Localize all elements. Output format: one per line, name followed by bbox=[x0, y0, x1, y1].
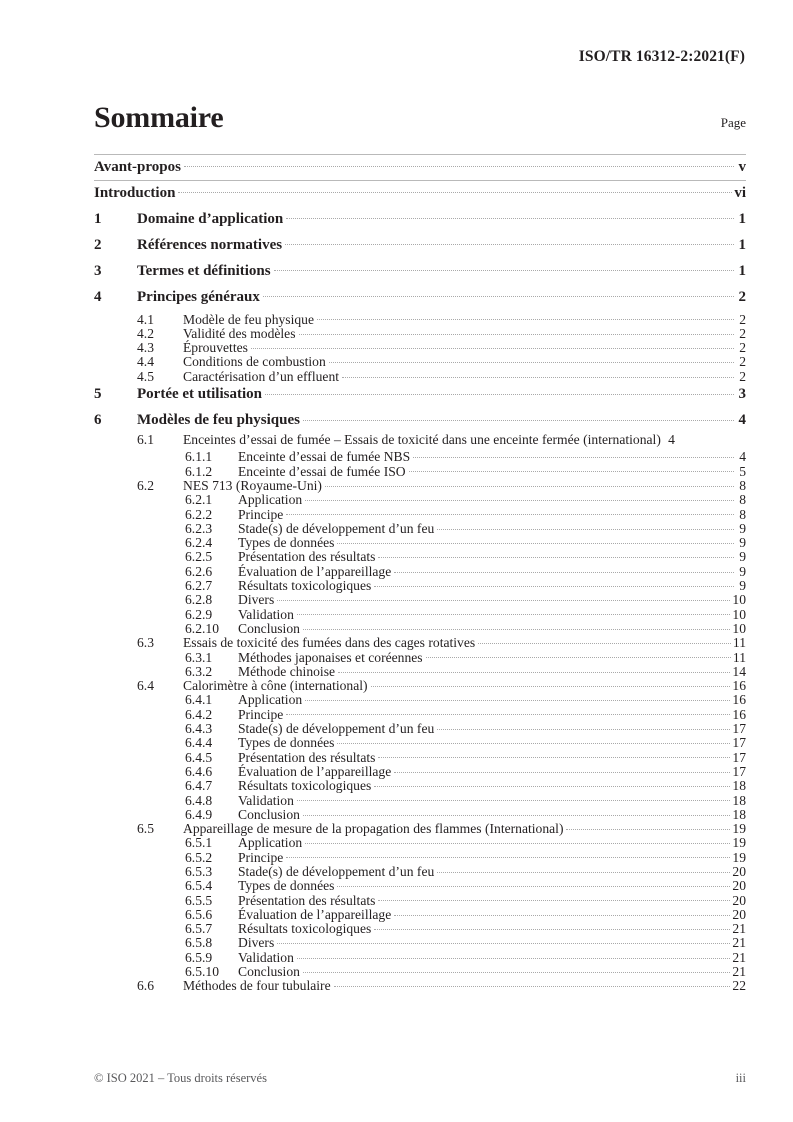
toc-entry-page-number: 2 bbox=[739, 325, 746, 341]
toc-entry[interactable] bbox=[94, 381, 746, 407]
toc-entry-number: 6.4.9 bbox=[185, 806, 213, 822]
toc-entry-number: 4.3 bbox=[137, 340, 154, 356]
toc-entry[interactable] bbox=[94, 433, 746, 447]
toc-dot-leader bbox=[303, 962, 730, 976]
toc-entry-number: 4 bbox=[94, 289, 102, 305]
toc-entry[interactable] bbox=[94, 576, 746, 594]
toc-entry-number: 6.5.3 bbox=[185, 863, 213, 879]
toc-entry-label: Validation bbox=[238, 949, 294, 965]
toc-entry-label: Validation bbox=[238, 606, 294, 622]
toc-entry-label: Conclusion bbox=[238, 620, 300, 636]
toc-entry-page-number: 17 bbox=[732, 749, 746, 765]
toc-dot-leader bbox=[317, 310, 734, 324]
toc-dot-leader bbox=[297, 791, 731, 805]
toc-entry-number: 6.5.6 bbox=[185, 906, 213, 922]
toc-dot-leader bbox=[305, 491, 734, 505]
toc-entry-number: 6.5.2 bbox=[185, 849, 213, 865]
toc-dot-leader bbox=[337, 877, 730, 891]
toc-entry-label: Avant-propos bbox=[94, 159, 181, 175]
toc-entry-page-number: 21 bbox=[732, 964, 746, 980]
toc-dot-leader bbox=[329, 353, 734, 367]
toc-dot-leader bbox=[251, 339, 734, 353]
toc-entry[interactable] bbox=[94, 877, 746, 894]
toc-entry-number: 6.2.9 bbox=[185, 606, 213, 622]
toc-entry-number: 6.2.3 bbox=[185, 520, 213, 536]
toc-entry[interactable] bbox=[94, 339, 746, 356]
toc-entry[interactable] bbox=[94, 719, 746, 737]
toc-dot-leader bbox=[286, 208, 734, 223]
toc-entry[interactable] bbox=[94, 662, 746, 679]
toc-entry-label: Conditions de combustion bbox=[183, 354, 326, 370]
toc-entry[interactable] bbox=[94, 353, 746, 370]
toc-entry-page-number: 5 bbox=[739, 463, 746, 479]
toc-entry-number: 4.1 bbox=[137, 311, 154, 327]
toc-entry-number: 4.2 bbox=[137, 325, 154, 341]
toc-entry-label: Portée et utilisation bbox=[137, 386, 262, 403]
toc-dot-leader bbox=[334, 977, 731, 991]
toc-entry-label: Types de données bbox=[238, 535, 335, 551]
table-of-contents bbox=[94, 154, 746, 994]
toc-entry-label: Calorimètre à cône (international) bbox=[183, 678, 368, 694]
toc-entry[interactable] bbox=[94, 891, 746, 908]
toc-entry-number: 4.5 bbox=[137, 368, 154, 384]
toc-dot-leader bbox=[409, 462, 734, 476]
toc-entry[interactable] bbox=[94, 834, 746, 851]
toc-entry-page-number: 11 bbox=[732, 635, 746, 651]
toc-entry[interactable] bbox=[94, 848, 746, 865]
toc-entry-number: 6.5 bbox=[137, 821, 154, 837]
toc-entry[interactable] bbox=[94, 562, 746, 579]
toc-dot-leader bbox=[374, 576, 734, 590]
toc-dot-leader bbox=[374, 777, 730, 791]
toc-entry-label: Méthodes de four tubulaire bbox=[183, 978, 331, 994]
toc-entry-page-number: 9 bbox=[739, 563, 746, 579]
toc-entry-number: 6.1 bbox=[137, 432, 154, 448]
toc-entry[interactable] bbox=[94, 284, 746, 310]
toc-dot-leader bbox=[374, 920, 730, 934]
toc-entry-number: 6.5.8 bbox=[185, 935, 213, 951]
toc-entry-number: 6.3.2 bbox=[185, 663, 213, 679]
toc-entry-number: 6.5.4 bbox=[185, 878, 213, 894]
toc-dot-leader bbox=[394, 562, 734, 576]
toc-dot-leader bbox=[299, 324, 735, 338]
toc-dot-leader bbox=[437, 719, 730, 733]
toc-dot-leader bbox=[378, 891, 730, 905]
toc-dot-leader bbox=[286, 505, 734, 519]
toc-entry-number: 6.4.1 bbox=[185, 692, 213, 708]
toc-entry[interactable] bbox=[94, 605, 746, 622]
toc-dot-leader bbox=[297, 948, 731, 962]
toc-entry-page-number: 18 bbox=[732, 792, 746, 808]
toc-entry-page-number: 4 bbox=[739, 449, 746, 465]
toc-entry-number: 6.2.2 bbox=[185, 506, 213, 522]
toc-entry-page-number: 19 bbox=[732, 821, 746, 837]
toc-entry-number: 6.2 bbox=[137, 477, 154, 493]
toc-dot-leader bbox=[378, 748, 730, 762]
toc-dot-leader bbox=[394, 762, 730, 776]
page-footer bbox=[94, 1071, 746, 1086]
toc-entry-page-number: vi bbox=[734, 185, 746, 201]
toc-entry-page-number: 2 bbox=[739, 368, 746, 384]
toc-entry-number: 6.2.1 bbox=[185, 492, 213, 508]
toc-entry[interactable] bbox=[94, 154, 746, 180]
toc-dot-leader bbox=[277, 934, 730, 948]
toc-dot-leader bbox=[437, 862, 730, 876]
toc-entry-label: Résultats toxicologiques bbox=[238, 921, 372, 937]
toc-entry-number: 6.4 bbox=[137, 678, 154, 694]
toc-entry[interactable] bbox=[94, 448, 746, 465]
toc-entry-number: 6.4.7 bbox=[185, 778, 213, 794]
toc-entry-page-number: 11 bbox=[732, 649, 746, 665]
toc-dot-leader bbox=[478, 634, 731, 648]
toc-dot-leader bbox=[277, 591, 730, 605]
toc-dot-leader bbox=[286, 848, 730, 862]
toc-entry-label: Types de données bbox=[238, 735, 335, 751]
toc-entry[interactable] bbox=[94, 407, 746, 433]
toc-entry-page-number: 21 bbox=[732, 949, 746, 965]
toc-entry[interactable] bbox=[94, 777, 746, 794]
toc-entry[interactable] bbox=[94, 258, 746, 284]
toc-entry-number: 6.3 bbox=[137, 635, 154, 651]
toc-entry-label: Principe bbox=[238, 506, 284, 522]
toc-dot-leader bbox=[325, 476, 734, 490]
toc-entry[interactable] bbox=[94, 367, 746, 384]
toc-dot-leader bbox=[413, 448, 734, 462]
toc-entry-number: 3 bbox=[94, 263, 102, 279]
toc-entry-page-number: 2 bbox=[739, 311, 746, 327]
toc-entry-page-number: 18 bbox=[732, 806, 746, 822]
toc-entry[interactable] bbox=[94, 977, 746, 994]
toc-dot-leader bbox=[305, 834, 730, 848]
toc-entry-number: 6.4.4 bbox=[185, 735, 213, 751]
toc-entry-number: 6.4.2 bbox=[185, 706, 213, 722]
toc-entry-page-number: 17 bbox=[732, 763, 746, 779]
toc-entry-page-number: 8 bbox=[739, 477, 746, 493]
toc-entry[interactable] bbox=[94, 691, 746, 708]
toc-entry-number: 6.4.6 bbox=[185, 763, 213, 779]
toc-entry-page-number: 20 bbox=[732, 906, 746, 922]
toc-entry-label: Enceintes d’essai de fumée – Essais de toxicité dans une enceinte fermée (international) bbox=[183, 432, 661, 448]
toc-dot-leader bbox=[303, 805, 730, 819]
toc-entry-label: Divers bbox=[238, 592, 275, 608]
toc-entry[interactable] bbox=[94, 206, 746, 232]
toc-entry[interactable] bbox=[94, 962, 746, 980]
toc-entry-label: Éprouvettes bbox=[183, 340, 248, 356]
toc-dot-leader bbox=[305, 691, 730, 705]
toc-entry-page-number: 16 bbox=[732, 678, 746, 694]
toc-dot-leader bbox=[342, 367, 734, 381]
toc-entry-label: Principe bbox=[238, 706, 284, 722]
toc-entry-number: 6.2.7 bbox=[185, 578, 213, 594]
toc-entry-number: 6.4.5 bbox=[185, 749, 213, 765]
toc-dot-leader bbox=[371, 677, 731, 691]
toc-entry-page-number: 1 bbox=[738, 237, 746, 253]
toc-dot-leader bbox=[297, 605, 731, 619]
toc-entry-page-number: 2 bbox=[739, 340, 746, 356]
toc-entry[interactable] bbox=[94, 634, 746, 651]
toc-entry-label: Conclusion bbox=[238, 806, 300, 822]
toc-entry-label: Évaluation de l’appareillage bbox=[238, 563, 392, 579]
toc-entry[interactable] bbox=[94, 948, 746, 965]
toc-entry-label: Caractérisation d’un effluent bbox=[183, 368, 340, 384]
toc-dot-leader bbox=[265, 383, 734, 398]
toc-entry[interactable] bbox=[94, 748, 746, 765]
toc-entry-label: Enceinte d’essai de fumée NBS bbox=[238, 449, 411, 465]
toc-dot-leader bbox=[285, 234, 734, 249]
toc-entry-label: Références normatives bbox=[137, 237, 283, 253]
toc-entry-page-number: 21 bbox=[732, 935, 746, 951]
toc-entry-label: Méthode chinoise bbox=[238, 663, 336, 679]
toc-entry[interactable] bbox=[94, 934, 746, 951]
toc-entry-page-number: 19 bbox=[732, 849, 746, 865]
toc-entry-label: Conclusion bbox=[238, 964, 300, 980]
toc-entry-label: Termes et définitions bbox=[137, 263, 271, 279]
toc-entry-label: Principes généraux bbox=[137, 289, 260, 305]
toc-dot-leader bbox=[178, 182, 732, 197]
toc-entry-label: Domaine d’application bbox=[137, 211, 284, 227]
toc-entry-page-number: 9 bbox=[739, 549, 746, 565]
toc-entry-number: 6.5.10 bbox=[185, 964, 219, 980]
toc-dot-leader bbox=[184, 156, 734, 171]
toc-entry-page-number: 10 bbox=[732, 620, 746, 636]
toc-entry-label: Stade(s) de développement d’un feu bbox=[238, 520, 435, 536]
toc-dot-leader bbox=[338, 662, 730, 676]
toc-entry-label: Principe bbox=[238, 849, 284, 865]
toc-entry-page-number: v bbox=[738, 159, 746, 175]
toc-entry-number: 6.4.8 bbox=[185, 792, 213, 808]
toc-entry-label: Méthodes japonaises et coréennes bbox=[238, 649, 423, 665]
toc-entry-page-number: 22 bbox=[732, 978, 746, 994]
toc-entry-number: 4.4 bbox=[137, 354, 154, 370]
toc-entry-label: Application bbox=[238, 835, 303, 851]
page-column-header: Page bbox=[720, 115, 746, 130]
toc-entry[interactable] bbox=[94, 805, 746, 822]
toc-entry-page-number: 16 bbox=[732, 706, 746, 722]
toc-entry-page-number: 18 bbox=[732, 778, 746, 794]
toc-dot-leader bbox=[566, 820, 730, 834]
toc-entry-page-number: 21 bbox=[732, 921, 746, 937]
toc-entry-label: Stade(s) de développement d’un feu bbox=[238, 721, 435, 737]
toc-entry-number: 6.5.1 bbox=[185, 835, 213, 851]
toc-entry[interactable] bbox=[94, 232, 746, 258]
toc-entry-label: Modèles de feu physiques bbox=[137, 412, 300, 429]
toc-dot-leader bbox=[274, 260, 734, 275]
toc-entry[interactable] bbox=[94, 734, 746, 751]
toc-dot-leader bbox=[426, 648, 731, 662]
toc-dot-leader bbox=[303, 409, 734, 424]
toc-dot-leader bbox=[303, 619, 730, 633]
toc-entry-page-number: 14 bbox=[732, 663, 746, 679]
toc-entry-number: 6.3.1 bbox=[185, 649, 213, 665]
toc-entry[interactable] bbox=[94, 820, 746, 837]
toc-entry-page-number: 4 bbox=[738, 412, 746, 429]
toc-entry-label: Évaluation de l’appareillage bbox=[238, 906, 392, 922]
toc-entry-label: Introduction bbox=[94, 185, 176, 201]
toc-entry-page-number: 20 bbox=[732, 863, 746, 879]
toc-entry[interactable] bbox=[94, 310, 746, 327]
toc-entry-page-number: 9 bbox=[739, 520, 746, 536]
toc-entry-label: Présentation des résultats bbox=[238, 549, 376, 565]
toc-entry-page-number: 17 bbox=[732, 735, 746, 751]
toc-entry-page-number: 17 bbox=[732, 721, 746, 737]
toc-entry-page-number: 1 bbox=[738, 263, 746, 279]
toc-entry-page-number: 8 bbox=[739, 506, 746, 522]
toc-entry-label: Application bbox=[238, 492, 303, 508]
toc-entry-number: 6.2.4 bbox=[185, 535, 213, 551]
toc-entry[interactable] bbox=[94, 462, 746, 479]
contents-title-row bbox=[94, 103, 746, 133]
document-reference-header: ISO/TR 16312-2:2021(F) bbox=[578, 48, 745, 65]
toc-entry-number: 6.5.5 bbox=[185, 892, 213, 908]
toc-entry-number: 6.2.6 bbox=[185, 563, 213, 579]
toc-dot-leader bbox=[263, 286, 734, 301]
toc-dot-leader bbox=[437, 519, 734, 533]
toc-entry[interactable] bbox=[94, 491, 746, 508]
toc-entry-label: Types de données bbox=[238, 878, 335, 894]
toc-entry[interactable] bbox=[94, 905, 746, 922]
toc-entry-label: Modèle de feu physique bbox=[183, 311, 314, 327]
toc-entry-number: 6.5.7 bbox=[185, 921, 213, 937]
toc-entry-number: 6 bbox=[94, 412, 102, 429]
page-folio: iii bbox=[735, 1071, 746, 1085]
toc-entry-label: Résultats toxicologiques bbox=[238, 578, 372, 594]
toc-entry[interactable] bbox=[94, 534, 746, 551]
toc-entry[interactable] bbox=[94, 505, 746, 522]
toc-entry-page-number: 2 bbox=[738, 289, 746, 305]
toc-entry-page-number: 8 bbox=[739, 492, 746, 508]
toc-entry-label: Validation bbox=[238, 792, 294, 808]
toc-entry-number: 6.5.9 bbox=[185, 949, 213, 965]
toc-entry-page-number: 19 bbox=[732, 835, 746, 851]
toc-dot-leader bbox=[337, 734, 730, 748]
toc-entry-label: NES 713 (Royaume-Uni) bbox=[183, 477, 322, 493]
toc-entry-page-number: 10 bbox=[732, 592, 746, 608]
page-title: Sommaire bbox=[94, 101, 224, 134]
toc-entry-label: Appareillage de mesure de la propagation des flammes (International) bbox=[183, 821, 564, 837]
toc-entry[interactable] bbox=[94, 762, 746, 779]
toc-entry[interactable] bbox=[94, 519, 746, 536]
toc-entry-label: Validité des modèles bbox=[183, 325, 296, 341]
toc-entry[interactable] bbox=[94, 619, 746, 636]
toc-entry-label: Présentation des résultats bbox=[238, 749, 376, 765]
toc-entry-page-number: 20 bbox=[732, 892, 746, 908]
toc-entry-page-number: 1 bbox=[738, 211, 746, 227]
toc-entry[interactable] bbox=[94, 324, 746, 341]
toc-entry-number: 1 bbox=[94, 211, 102, 227]
toc-entry[interactable] bbox=[94, 548, 746, 565]
toc-dot-leader bbox=[394, 905, 730, 919]
toc-entry[interactable] bbox=[94, 791, 746, 808]
toc-entry-label: Enceinte d’essai de fumée ISO bbox=[238, 463, 406, 479]
toc-entry[interactable] bbox=[94, 476, 746, 493]
toc-entry-number: 5 bbox=[94, 386, 102, 403]
toc-entry-page-number: 20 bbox=[732, 878, 746, 894]
toc-entry-number: 6.4.3 bbox=[185, 721, 213, 737]
toc-entry-number: 6.6 bbox=[137, 978, 154, 994]
toc-entry[interactable] bbox=[94, 862, 746, 879]
toc-entry-page-number: 3 bbox=[738, 386, 746, 403]
toc-entry[interactable] bbox=[94, 920, 746, 937]
toc-entry-label: Essais de toxicité des fumées dans des cages rotatives bbox=[183, 635, 476, 651]
toc-entry-page-number: 16 bbox=[732, 692, 746, 708]
toc-entry-number: 6.2.8 bbox=[185, 592, 213, 608]
toc-entry-number: 6.2.5 bbox=[185, 549, 213, 565]
toc-entry-number: 6.1.2 bbox=[185, 463, 213, 479]
toc-entry-label: Résultats toxicologiques bbox=[238, 778, 372, 794]
toc-entry-number: 6.1.1 bbox=[185, 449, 213, 465]
toc-entry[interactable] bbox=[94, 591, 746, 608]
toc-entry-page-number: 9 bbox=[739, 535, 746, 551]
toc-entry-number: 2 bbox=[94, 237, 102, 253]
toc-entry[interactable] bbox=[94, 677, 746, 694]
toc-entry-page-number: 2 bbox=[739, 354, 746, 370]
toc-entry-label: Stade(s) de développement d’un feu bbox=[238, 863, 435, 879]
toc-entry-label: Divers bbox=[238, 935, 275, 951]
toc-entry[interactable] bbox=[94, 648, 746, 665]
toc-entry-label: Évaluation de l’appareillage bbox=[238, 763, 392, 779]
toc-entry-page-number: 9 bbox=[739, 578, 746, 594]
toc-dot-leader bbox=[378, 548, 734, 562]
toc-entry-number: 6.2.10 bbox=[185, 620, 219, 636]
copyright-notice: © ISO 2021 – Tous droits réservés bbox=[94, 1071, 267, 1085]
toc-entry-label: Présentation des résultats bbox=[238, 892, 376, 908]
toc-entry-page-number: 4 bbox=[668, 432, 675, 448]
toc-entry-page-number: 10 bbox=[732, 606, 746, 622]
toc-dot-leader bbox=[286, 705, 730, 719]
toc-entry-label: Application bbox=[238, 692, 303, 708]
toc-dot-leader bbox=[337, 534, 734, 548]
toc-entry[interactable] bbox=[94, 180, 746, 206]
toc-entry[interactable] bbox=[94, 705, 746, 722]
